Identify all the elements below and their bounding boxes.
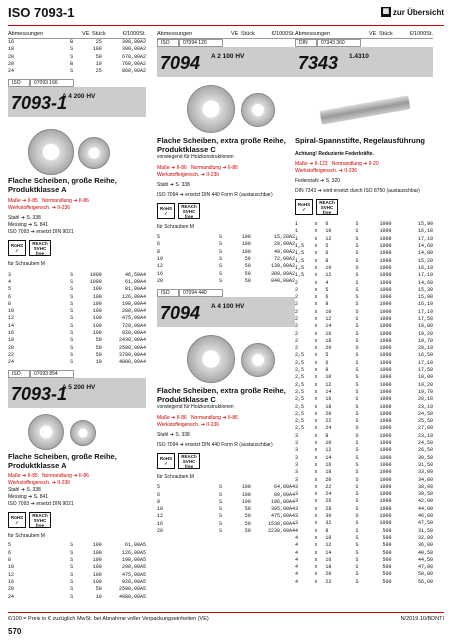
footer-code: N/2019.10/BDNTI: [400, 616, 444, 622]
product-number: 7093-1: [11, 384, 68, 405]
footer-note: €/100 = Preis in € zuzüglich MwSt. bei Abnahme voller Verpackungseinheiten (VE): [8, 616, 209, 622]
table-row: 18 S 50 2430,00A4: [8, 337, 146, 344]
table-row: 5 S 100 61,00A5: [8, 542, 146, 549]
table-row: 1,5 x 10 S 1000 16,10: [295, 264, 433, 271]
table-row: 3 x 32 S 1000 47,50: [295, 520, 433, 527]
product-spec: 1.4310: [349, 53, 369, 60]
table-row: 8 S 100 49,90A2: [157, 248, 295, 255]
table-row: 2 x 10 S 1000 17,10: [295, 308, 433, 315]
table-row: 2 x 14 S 1000 18,00: [295, 323, 433, 330]
table-row: 16 S 100 920,00A4: [8, 330, 146, 336]
table-row: 1,5 x 8 S 1000 15,20: [295, 257, 433, 264]
price-table: [8, 542, 146, 600]
product-number: 7094: [160, 303, 201, 324]
column-3: Abmessungen VE Stück €/1000St. DIN 07343 360 7343 1.4310 Spiral-Spannstifte, Regelausführung Achtung! Reduzierte Federkräfte. Maße ➔ II-123 Normandlung ➔ II-20 Werkstoffeigensch. ➔ II-236 Federstahl ➔ S. 320 DIN 7343 ➔ wird ersetzt durch ISO 8750 (austauschbar) RoHS ✓ REACh SVHC free 1 x 6 S 1000 15,90 1 x 10 S 1000 16,10 1 x 12 S 1000 17,10 1,5 x 5 S 1000 14,60 1,5 x 6 S 1000 14,80 1,5 x 8 S 1000 15,20 1,5 x 10 S 1000 16,10 1,5 x 12 S 1000 17,10 2 x 4 S 1000 14,60 2 x 5 S 1000 15,30 2 x 6 S 1000 15,90 2 x 8 S 1000 16,10 2 x 10 S 1000 17,10 2 x 12 S 1000 17,50 2 x 14 S 1000 18,00 2 x 16 S 1000 19,20 2 x 18 S 1000 19,70 2 x 20 S 1000 20,10 2,5 x 5 S 1000 16,50 2,5 x 6 S 1000 17,10 2,5 x 8 S 1000 17,50 2,5 x 10 S 1000 18,00 2,5 x 12 S 1000 19,20 2,5 x 14 S 1000 19,70 2,5 x 16 S 1000 20,10 2,5 x 18 S 1000 23,10 2,5 x 20 S 1000 24,50 2,5 x 22 S 1000 25,50 2,5 x 24 S 1000 27,00 3 x 8 S 1000 23,10 3 x 10 S 1000 24,50 3 x 12 S 1000 26,50 3 x 14 S 1000 30,50 3 x 16 S 1000 31,50 3 x 18 S 1000 33,00 3 x 20 S 1000 34,00 3 x 22 S 1000 38,00 3 x 24 S 1000 39,50 3 x 26 S 1000 42,00 3 x 28 S 1000 44,00 3 x 30 S 1000 46,00 3 x 32 S 1000 47,50 4 x 8 S 500 31,50 4 x 10 S 500 32,00 4 x 12 S 500 36,00 4 x 14 S 500 40,50 4 x 16 S 500 44,50 4 x 18 S 500 47,00 4 x 20 S 500 50,00 4 x 22 S 500 56,00: [295, 30, 433, 585]
table-row: 18 S 100 390,00A2: [8, 46, 146, 53]
article-code: ISO 07093 166: [8, 79, 146, 87]
table-row: 12 S 50 139,00A2: [157, 263, 295, 270]
table-row: 20 S 50 2590,00A5: [8, 586, 146, 593]
reach-badge: REACh SVHC free: [29, 240, 51, 256]
table-row: 2,5 x 20 S 1000 24,50: [295, 410, 433, 417]
table-row: 16 S 100 920,00A5: [8, 578, 146, 585]
table-row: 4 x 12 S 500 36,00: [295, 542, 433, 549]
table-row: 2 x 4 S 1000 14,60: [295, 279, 433, 286]
article-code: DIN 07343 360: [295, 39, 433, 47]
table-row: 20 S 50 670,00A2: [8, 53, 146, 60]
table-row: 16 S 50 309,00A2: [157, 270, 295, 277]
washer-image: [8, 412, 146, 452]
table-row: 12 S 100 475,00A5: [8, 571, 146, 578]
table-row: 20 B 10 760,00A2: [8, 61, 146, 68]
table-row: 3 x 12 S 1000 26,50: [295, 447, 433, 454]
table-row: 4 x 18 S 500 47,00: [295, 564, 433, 571]
washer-image: [157, 331, 295, 386]
product-title: Flache Scheiben, extra große Reihe, Produktklasse C: [157, 386, 286, 405]
table-row: 2,5 x 14 S 1000 19,70: [295, 388, 433, 395]
table-row: 1 x 10 S 1000 16,10: [295, 228, 433, 235]
table-row: 3 x 22 S 1000 38,00: [295, 483, 433, 490]
table-row: 6 S 100 89,00A4: [157, 491, 295, 498]
table-row: 2,5 x 5 S 1000 16,50: [295, 352, 433, 359]
table-row: 10 S 100 290,00A5: [8, 564, 146, 571]
page-number: 570: [8, 627, 22, 636]
header-divider: [8, 25, 444, 26]
table-row: 16 S 50 1530,00A4: [157, 520, 295, 527]
product-band: [8, 87, 146, 117]
washer-image: [157, 81, 295, 136]
table-row: 2 x 8 S 1000 16,10: [295, 301, 433, 308]
table-row: 20 S 50 2590,00A4: [8, 344, 146, 351]
table-row: 10 S 100 280,00A4: [8, 308, 146, 315]
table-row: 12 S 50 475,00A4: [157, 513, 295, 520]
table-row: 2,5 x 8 S 1000 17,50: [295, 367, 433, 374]
product-number: 7094: [160, 53, 201, 73]
table-row: 1,5 x 5 S 1000 14,60: [295, 243, 433, 250]
table-row: 2 x 18 S 1000 19,70: [295, 337, 433, 344]
table-row: 10 S 50 305,00A4: [157, 506, 295, 513]
table-row: 3 x 30 S 1000 46,00: [295, 513, 433, 520]
table-row: 2,5 x 18 S 1000 23,10: [295, 403, 433, 410]
price-table: [157, 484, 295, 535]
table-row: 3 S 1000 46,50A4: [8, 271, 146, 278]
table-row: 2,5 x 22 S 1000 25,50: [295, 418, 433, 425]
table-row: 2,5 x 16 S 1000 20,10: [295, 396, 433, 403]
table-row: 1 x 6 S 1000 15,90: [295, 221, 433, 228]
table-row: 5 S 100 81,00A4: [8, 286, 146, 293]
reach-badge: REACh SVHC free: [29, 512, 51, 528]
footer-divider: [8, 612, 444, 613]
product-title: Flache Scheiben, große Reihe, Produktklasse A: [8, 176, 117, 195]
table-row: 14 S 100 720,00A4: [8, 322, 146, 329]
table-row: 3 x 20 S 1000 34,00: [295, 476, 433, 483]
table-row: 6 S 100 126,00A5: [8, 549, 146, 556]
reach-badge: REACh SVHC free: [178, 203, 200, 219]
table-row: 2 x 20 S 1000 20,10: [295, 345, 433, 352]
table-row: 8 S 100 196,00A4: [157, 498, 295, 505]
price-table: [295, 221, 433, 586]
table-row: 3 x 14 S 1000 30,50: [295, 454, 433, 461]
table-row: 2,5 x 12 S 1000 19,20: [295, 381, 433, 388]
table-row: 20 S 50 840,00A2: [157, 277, 295, 284]
table-row: 3 x 8 S 1000 23,10: [295, 432, 433, 439]
table-row: 4 x 14 S 500 40,50: [295, 549, 433, 556]
table-row: 24 S 25 860,00A2: [8, 68, 146, 75]
table-row: 2 x 16 S 1000 19,20: [295, 330, 433, 337]
product-title: Flache Scheiben, große Reihe, Produktklasse A: [8, 452, 117, 471]
table-row: 4 x 10 S 500 32,00: [295, 534, 433, 541]
table-row: 22 S 50 3780,00A4: [8, 351, 146, 358]
product-title: Spiral-Spannstifte, Regelausführung: [295, 136, 426, 145]
pin-image: [295, 81, 433, 136]
product-title: Flache Scheiben, extra große Reihe, Produktklasse C: [157, 136, 286, 154]
price-table: [8, 39, 146, 75]
table-row: 6 S 100 126,00A4: [8, 293, 146, 300]
table-row: 16 B 25 390,00A2: [8, 39, 146, 46]
table-row: 8 S 100 198,00A4: [8, 300, 146, 307]
product-band: [157, 47, 295, 77]
column-1: Abmessungen VE Stück €/1000St. 16 B 25 390,00A2 18 S 100 390,00A2 20 S 50 670,00A2 20 B 10 760,00A2 24 S 25 860,00A2 ISO 07093 166 7093-1 A 4 200 HV Flache Scheiben, große Reihe, Produktklasse A Maße ➔ II-85 Normandlung ➔ II-86 Werkstoffeigensch. ➔ II-236 Stahl ➔ S. 338 Messing ➔ S. 841 ISO 7093 ➔ ersetzt DIN 9021 RoHS ✓ REACh SVHC free für Schrauben M 3 S 1000 46,50A4 4 S 1000 61,00A4 5 S 100 81,00A4 6 S 100 126,00A4 8 S 100 198,00A4 10 S 100 280,00A4 12 S 100 475,00A4 14 S 100 720,00A4 16 S 100 920,00A4 18 S 50 2430,00A4 20 S 50 2590,00A4 22 S 50 3780,00A4 24 S 10 4880,00A4 ISO 07093 854 7093-1 A 5 200 HV Flache Scheiben, große Reihe, Produktklasse A Maße ➔ II-85 Normandlung ➔ II-86 Werkstoffeigensch. ➔ II-236 Stahl ➔ S. 338 Messing ➔ S. 841 ISO 7093 ➔ ersetzt DIN 9021 RoHS ✓ REACh SVHC free für Schrauben M 5 S 100 61,00A5 6 S 100 126,00A5 8 S 100 198,00A5 10 S 100 290,00A5 12 S 100 475,00A5 16 S 100 920,00A5 20 S 50 2590,00A5 24 S 10 4880,00A5: [8, 30, 146, 600]
table-row: 6 S 100 20,90A2: [157, 241, 295, 248]
table-row: 2,5 x 10 S 1000 18,00: [295, 374, 433, 381]
overview-link[interactable]: ▦ zur Übersicht: [382, 7, 444, 17]
column-2: Abmessungen VE Stück €/1000St. ISO 07094 120 7094 A 2 100 HV Flache Scheiben, extra große Reihe, Produktklasse C vorwiegend für Holzkonstruktionen Maße ➔ II-86 Normandlung ➔ II-86 Werkstoffeigensch. ➔ II-236 Stahl ➔ S. 338 ISO 7094 ➔ ersetzt DIN 440 Form R (austauschbar) RoHS ✓ REACh SVHC free für Schrauben M 5 S 100 15,20A2 6 S 100 20,90A2 8 S 100 49,90A2 10 S 50 72,00A2 12 S 50 139,00A2 16 S 50 309,00A2 20 S 50 840,00A2 ISO 07094 440 7094 A 4 100 HV Flache Scheiben, extra große Reihe, Produktklasse C vorwiegend für Holzkonstruktionen Maße ➔ II-86 Normandlung ➔ II-86 Werkstoffeigensch. ➔ II-236 Stahl ➔ S. 338 ISO 7094 ➔ ersetzt DIN 440 Form R (austauschbar) RoHS ✓ REACh SVHC free für Schrauben M 5 S 100 64,00A4 6 S 100 89,00A4 8 S 100 196,00A4 10 S 50 305,00A4 12 S 50 475,00A4 16 S 50 1530,00A4 20 S 50 2230,00A4: [157, 30, 295, 534]
rohs-badge: RoHS ✓: [157, 203, 175, 219]
table-row: 4 x 22 S 500 56,00: [295, 578, 433, 585]
table-row: 4 x 8 S 500 31,50: [295, 527, 433, 534]
table-row: 4 x 16 S 500 44,50: [295, 556, 433, 563]
table-row: 3 x 10 S 1000 24,50: [295, 440, 433, 447]
reach-badge: REACh SVHC free: [178, 453, 200, 469]
product-spec: A 5 200 HV: [62, 384, 96, 392]
table-row: 1,5 x 12 S 1000 17,10: [295, 272, 433, 279]
table-row: 24 S 10 4880,00A5: [8, 593, 146, 600]
grid-icon: ▦: [382, 8, 390, 15]
table-row: 2 x 12 S 1000 17,50: [295, 316, 433, 322]
product-band: [157, 297, 295, 327]
rohs-badge: RoHS ✓: [8, 512, 26, 528]
rohs-badge: RoHS ✓: [8, 240, 26, 256]
table-row: 3 x 28 S 1000 44,00: [295, 505, 433, 512]
product-band: [295, 47, 433, 77]
table-row: 4 S 1000 61,00A4: [8, 278, 146, 285]
price-table: [8, 271, 146, 366]
washer-image: [8, 121, 146, 176]
article-code: ISO 07094 440: [157, 289, 295, 297]
price-table: [157, 234, 295, 285]
table-row: 3 x 16 S 1000 31,50: [295, 461, 433, 468]
table-row: 4 x 20 S 500 50,00: [295, 571, 433, 578]
table-header: Abmessungen VE Stück €/1000St.: [157, 29, 295, 39]
product-band: [8, 378, 146, 408]
rohs-badge: RoHS ✓: [157, 453, 175, 469]
table-row: 5 S 100 15,20A2: [157, 234, 295, 241]
article-code: ISO 07093 854: [8, 370, 146, 378]
table-header: Abmessungen VE Stück €/1000St.: [295, 29, 433, 39]
table-row: 5 S 100 64,00A4: [157, 484, 295, 491]
article-code: ISO 07094 120: [157, 39, 295, 47]
product-spec: A 4 100 HV: [211, 303, 245, 311]
table-row: 2 x 6 S 1000 15,90: [295, 294, 433, 301]
product-number: 7343: [298, 53, 339, 73]
page-header: [8, 4, 444, 24]
table-row: 1 x 12 S 1000 17,10: [295, 235, 433, 242]
table-row: 3 x 18 S 1000 33,00: [295, 469, 433, 476]
table-row: 2,5 x 6 S 1000 17,10: [295, 359, 433, 366]
product-number: 7093-1: [11, 93, 68, 114]
table-row: 10 S 50 72,00A2: [157, 256, 295, 263]
table-row: 1,5 x 6 S 1000 14,80: [295, 250, 433, 257]
reach-badge: REACh SVHC free: [316, 199, 338, 215]
table-row: 12 S 100 475,00A4: [8, 315, 146, 322]
table-row: 8 S 100 198,00A5: [8, 557, 146, 564]
table-row: 24 S 10 4880,00A4: [8, 359, 146, 366]
rohs-badge: RoHS ✓: [295, 199, 313, 215]
page-title: ISO 7093-1: [8, 5, 75, 20]
table-row: 3 x 24 S 1000 39,50: [295, 491, 433, 498]
product-spec: A 2 100 HV: [211, 53, 245, 60]
table-row: 20 S 50 2230,00A4: [157, 528, 295, 534]
product-spec: A 4 200 HV: [62, 93, 96, 101]
table-row: 2 x 5 S 1000 15,30: [295, 286, 433, 293]
table-row: 2,5 x 24 S 1000 27,00: [295, 425, 433, 432]
table-header: Abmessungen VE Stück €/1000St.: [8, 29, 146, 39]
table-row: 3 x 26 S 1000 42,00: [295, 498, 433, 505]
